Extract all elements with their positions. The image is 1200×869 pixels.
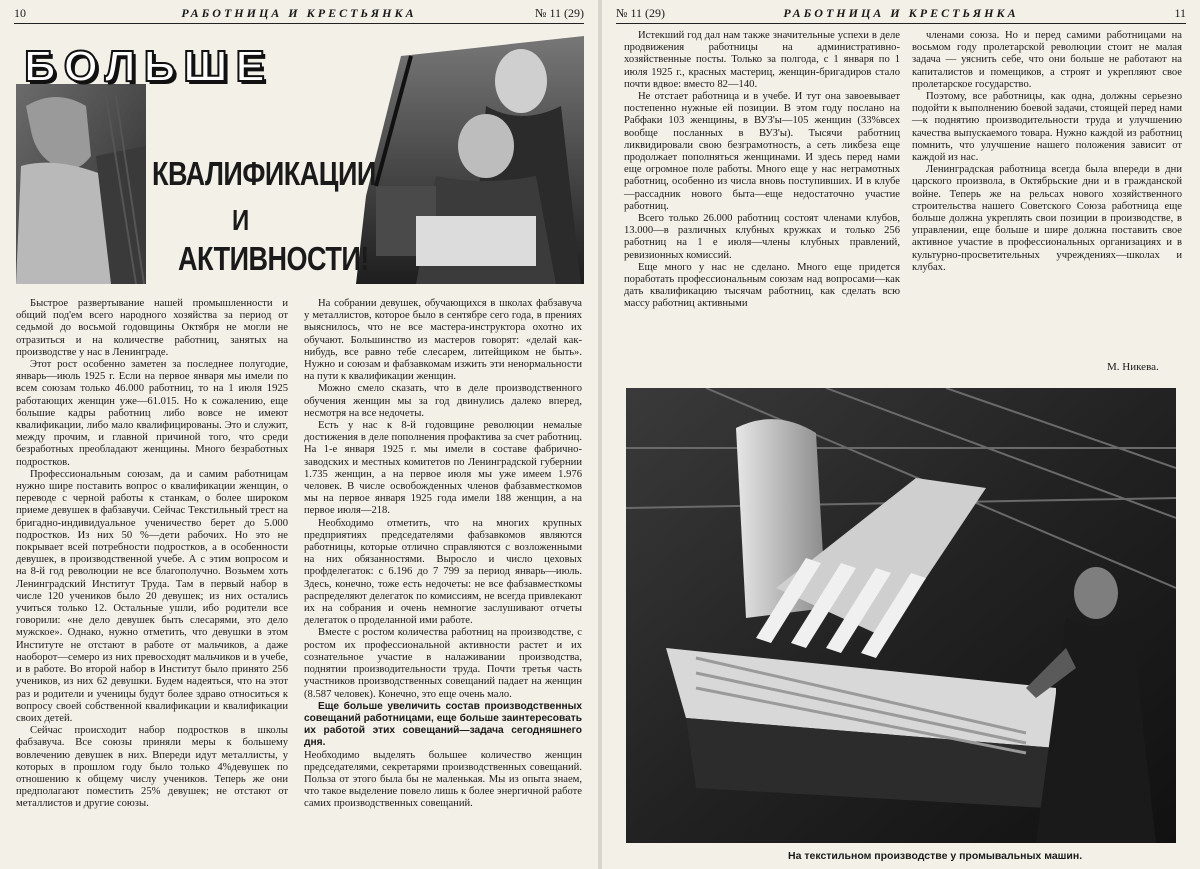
paragraph: Всего только 26.000 работниц состоят членами клубов, 13.000—в различных клубных кружках и только 256 работниц на 1 е июля—члены клубных правлений, ревизионных комиссий. <box>624 213 900 261</box>
paragraph: Профессиональным союзам, да и самим работницам нужно шире поставить вопрос о квалификации женщин, о переводе с черной работы к станкам, о более широком приеме девушек в фабзавучи. Сейчас Текстильный трест на бригадно-индивидуальное ученичество берет до 5.000 подростков. Из них 50 %—дети рабочих. Но это не покрывает всей потребности подростков, а в особенности девушек, в производственной учебе. А с этим вопросом и на 8-й год революции не все благополучно. Возьмем хоть Ленинградский Институт Труда. Там в первый набор в числе 120 учеников было 20 девушек; из них остались учиться только 12. Остальные ушли, ибо родители все говорили: «не дело девушек быть слесарями, это дело мужское». Однако, нужно отметить, что девушки в этом Институте не отстают в работе от мальчиков, а даже наоборот—семеро из них превосходят мальчиков и в учебе, и в работе. Во второй набор в Институт было принято 256 учеников, из них 62 девушки. Будем надеяться, что на этот раз и родители и ученицы будут более здраво относиться к вопросу своей собственной квалификации и квалификации своих детей. <box>16 468 288 724</box>
paragraph: членами союза. Но и перед самими работницами на восьмом году пролетарской революции стоит не малая задача — уяснить себе, что они больше не работают на капиталистов и помещиков, а строят и укрепляют свое пролетарское государство. <box>912 30 1182 90</box>
paragraph: Есть у нас к 8-й годовщине революции немалые достижения в деле пополнения профактива за счет работниц. На 1-е января 1925 г. мы имели в составе фабрично-заводских и местных комитетов по Ленинградской губернии 1.735 женщин, а на первое июля мы уже имеем 1.976 человек. В числе освобожденных членов фабзавместкомов мы на первое января 1925 года имели 188 женщин, а на первое июля—218. <box>304 420 582 517</box>
paragraph: Вместе с ростом количества работниц на производстве, с ростом их профессиональной активности растет и их сознательное участие в налаживании производства, поднятии производительности труда. Почти третья часть участников производственных совещаний падает на женщин (8.587 человек). Конечно, это еще очень мало. <box>304 627 582 700</box>
right-magazine-title: РАБОТНИЦА И КРЕСТЬЯНКА <box>783 6 1019 20</box>
right-page <box>602 0 1200 869</box>
right-issue-number: № 11 (29) <box>616 6 665 20</box>
headline-line2: КВАЛИФИКАЦИИ <box>152 155 376 193</box>
paragraph: Необходимо выделять большее количество женщин председателями, секретарями производственных совещаний. Польза от этого была бы не маленькая. Мы из опыта знаем, что такое выделение повело лишь к более энергичной работе самих производственных совещаний. <box>304 749 582 810</box>
photo-caption: На текстильном производстве у промывальных машин. <box>788 850 1083 862</box>
headline-line4: АКТИВНОСТИ! <box>178 240 369 278</box>
paragraph: Ленинградская работница всегда была впереди в дни царского произвола, в Октябрьские дни и в гражданской войне. Теперь же на рельсах нового хозяйственного строительства нашего Советского Союза работница еще больше должна укреплять свои позиции в производстве, в управлении, еще больше и шире должна поставить свое активное участие в профессиональных организациях и в культурно-просветительных учреждениях—школах и клубах. <box>912 164 1182 273</box>
paragraph: Сейчас происходит набор подростков в школы фабзавуча. Все союзы приняли меры к большему вовлечению девушек в них. Впереди идут металлисты, у которых в прошлом году было только 4%девушек по отношению к общему числу учеников. Теперь же они предполагают поместить 25% девушек; не отстают от металлистов и другие союзы. <box>16 725 288 810</box>
paragraph: Необходимо отметить, что на многих крупных предприятиях председателями фабзавкомов являются работницы, которые отлично справляются с возложенными на них обязанностями. Выросло и число цеховых профделегаток: с 6.196 до 7 799 за период январь—июль. Здесь, конечно, тоже есть недочеты: не все фабзавместкомы распределяют делегаток по комиссиям, не всегда привлекают их на собрания и очень немногие заслушивают отчеты делегаток о проделанной ими работе. <box>304 517 582 627</box>
right-column-2 <box>912 30 1182 274</box>
left-page-number: 10 <box>14 6 26 20</box>
bold-paragraph: Еще больше увеличить состав производственных совещаний работницами, еще больше заинтересовать их работой этих совещаний—задача сегодняшнего дня. <box>304 700 582 749</box>
paragraph: Истекший год дал нам также значительные успехи в деле продвижения работницы на административно-хозяйственные посты. Только за полгода, с 1 января по 1 июля 1925 г., красных мастериц, женщин-бригадиров стало почти вдвое: вместо 82—140. <box>624 30 900 90</box>
author-signature: М. Никева. <box>1107 361 1159 373</box>
textile-machine-photo <box>626 388 1176 843</box>
paragraph: Можно смело сказать, что в деле производственного обучения женщин мы за год двинулись далеко вперед, несмотря на все недочеты. <box>304 383 582 419</box>
right-page-number: 11 <box>1174 6 1186 20</box>
left-issue-number: № 11 (29) <box>535 6 584 20</box>
left-column-2 <box>304 298 582 811</box>
left-page <box>0 0 598 869</box>
right-page-header <box>616 6 1186 22</box>
paragraph: На собрании девушек, обучающихся в школах фабзавуча у металлистов, которое было в сентябре сего года, в прениях выяснилось, что не все мастера-инструктора охотно их обучают. Большинство из мастеров говорят: «делай как-нибудь, все равно тебе слесарем, литейщиком не быть». Нужно и союзам и фабзавкомам изжить эти ненормальности на пути к квалификации женщин. <box>304 298 582 383</box>
left-header-rule <box>14 23 584 24</box>
paragraph: Еще много у нас не сделано. Много еще придется поработать профессиональным союзам над вопросами—как дать квалификацию тысячам работниц, как сделать всю массу работниц активными <box>624 261 900 310</box>
right-header-rule <box>616 23 1186 24</box>
left-column-1 <box>16 298 288 811</box>
left-page-header <box>14 6 584 22</box>
paragraph: Быстрое развертывание нашей промышленности и общий под'ем всего народного хозяйства за период от седьмой до восьмой годовщины Октября не могли не отразиться и на количестве работниц, занятых на производстве у нас в Ленинграде. <box>16 298 288 358</box>
left-magazine-title: РАБОТНИЦА И КРЕСТЬЯНКА <box>181 6 417 20</box>
headline-line1: БОЛЬШЕ <box>24 42 273 91</box>
paragraph: Этот рост особенно заметен за последнее полугодие, январь—июль 1925 г. Если на первое января мы имели по всем союзам только 46.000 работниц, то на 1 июля 1925 работающих женщин уже—61.015. Но к сожалению, еще большие кадры работниц либо вовсе не имеют квалификации, либо мало квалифицированы. Это и служит, между прочим, и главной причиной того, что среди безработных преобладают женщины. Много безработных подростков. <box>16 359 288 468</box>
paragraph: Поэтому, все работницы, как одна, должны серьезно подойти к выполнению боевой задачи, стоящей перед нами—к поднятию производительности труда и улучшению качества выпускаемого товара. Нужно каждой из работниц помнить, что улучшение нашего положения зависит от каждой из нас. <box>912 91 1182 164</box>
headline-line3: И <box>232 205 250 238</box>
paragraph: Не отстает работница и в учебе. И тут она завоевывает постепенно нужные ей позиции. В этом году послано на Рабфаки 103 женщины, в ВУЗ'ы—105 женщин (33%всех вообще посланных в ВУЗ'ы). Тысячи работниц ликвидировали свою безграмотность, а сеть ликбеза еще продолжает пополняться женщинами. И здесь перед нами еще огромное поле работы. Много еще у нас неграмотных работниц, особенно из числа вновь поступивших. И в клубе—рассадник нового быта—еще недостаточно участие работниц. <box>624 91 900 212</box>
right-column-1 <box>624 30 900 311</box>
